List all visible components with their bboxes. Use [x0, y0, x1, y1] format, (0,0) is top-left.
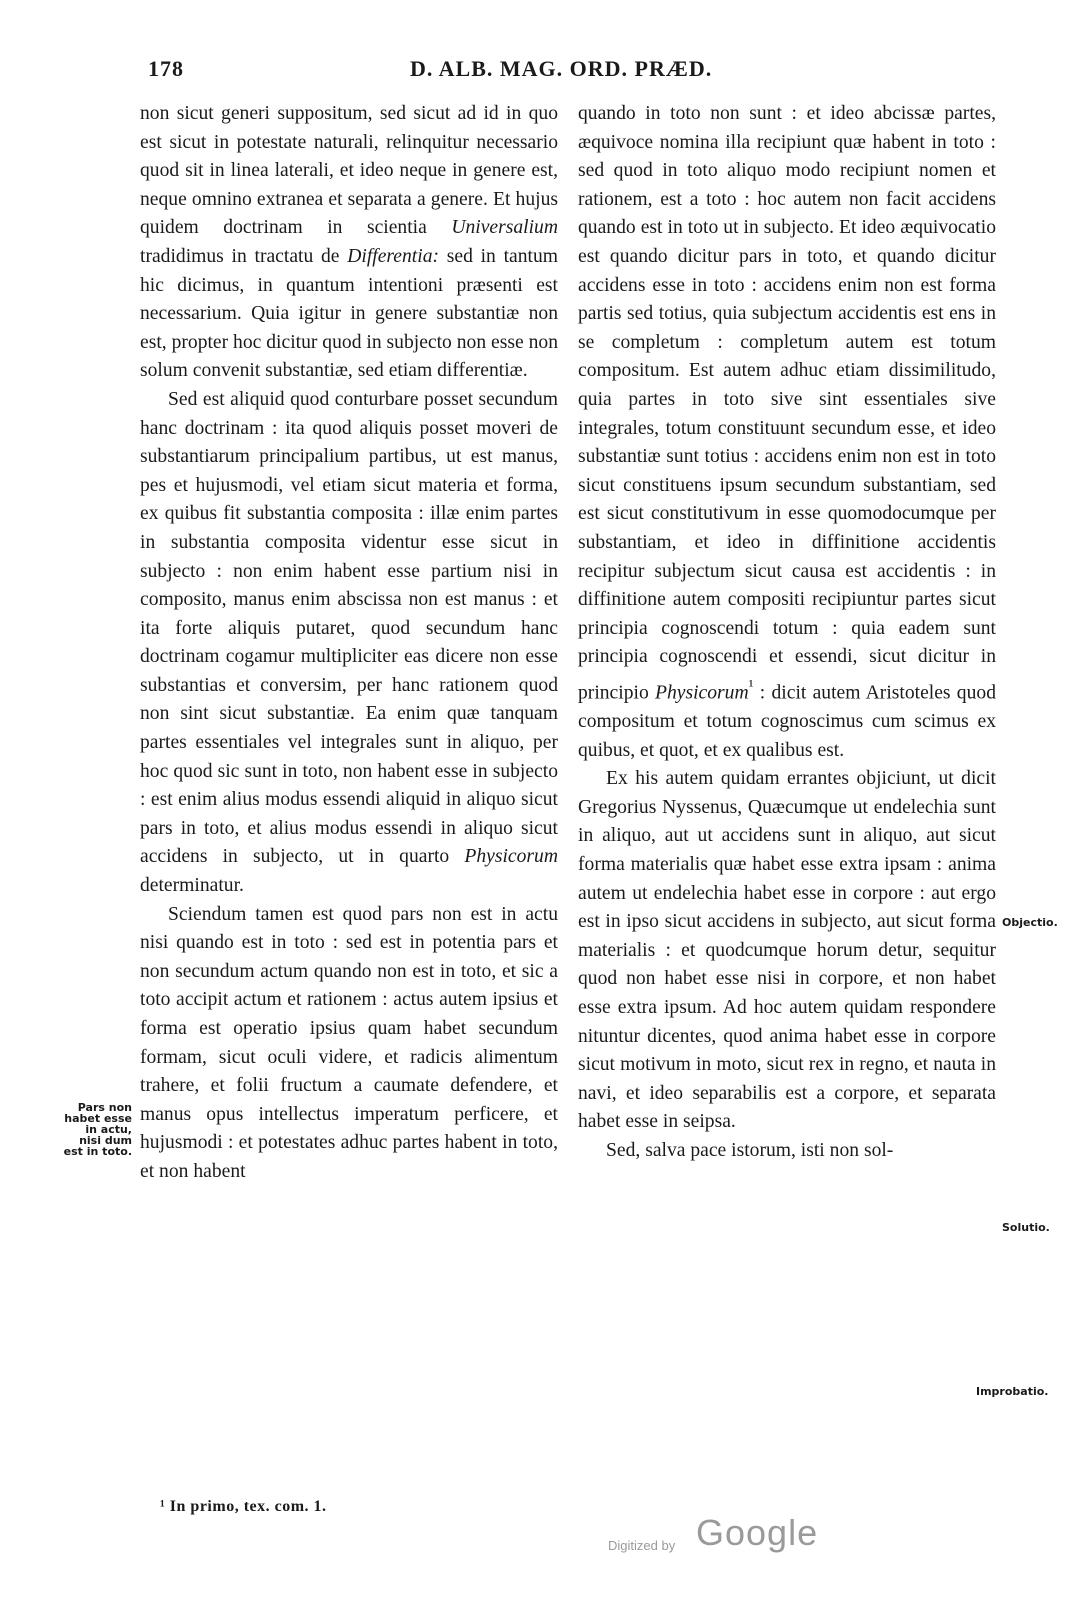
- left-column: [140, 100, 558, 1187]
- right-paragraph-3: Sed, salva pace istorum, isti non sol-: [606, 1139, 894, 1161]
- watermark-small-text: Digitized by: [608, 1538, 676, 1553]
- footnote-marker: ¹: [748, 675, 754, 695]
- page-header: [140, 56, 990, 90]
- right-paragraph-2: Ex his autem quidam errantes objiciunt, ut dicit Gregorius Nyssenus, Quæcumque ut endelechia sunt in aliquo, aut ut accidens sunt in aliquo, aut sicut forma materialis quæ habet esse extra ipsam : anima autem ut endelechia habet esse in corpore : aut ergo est in ipso sicut accidens in subjecto, aut sicut forma materialis : et quodcumque horum detur, sequitur quod non habet esse nisi in corpore, et non habet esse extra ipsum. Ad hoc autem quidam respondere nituntur dicentes, quod anima habet esse in corpore sicut motivum in moto, sicut rex in regno, et nauta in navi, et ideo separabilis est a corpore, et separata habet esse in seipsa.: [578, 768, 996, 1133]
- margin-note-objectio: Objectio.: [1002, 916, 1058, 929]
- margin-note-solutio: Solutio.: [1002, 1221, 1050, 1234]
- footnote: ¹ In primo, tex. com. 1.: [160, 1498, 327, 1515]
- italic-term: Universalium: [451, 217, 558, 239]
- margin-note-pars-non: Pars non habet esse in actu, nisi dum est in toto.: [63, 1101, 132, 1158]
- page-number: 178: [148, 56, 184, 81]
- left-paragraph-3: Sciendum tamen est quod pars non est in actu nisi quando est in toto : sed est in potentia pars et non secundum actum quando non est in toto, et sic a toto accipit actum et rationem : actus autem ipsius et forma est operatio ipsius quam habet secundum formam, sicut oculi videre, et radicis alimentum trahere, et folii fructum a caumate defendere, et manus opus intellectus imperatum perficere, et hujusmodi : et potestates adhuc partes habent in toto, et non habent: [140, 903, 558, 1182]
- left-paragraph-2: Sed est aliquid quod conturbare posset secundum hanc doctrinam : ita quod aliquis posset moveri de substantiarum principalium partibus, ut est manus, pes et hujusmodi, vel etiam sicut materia et forma, ex quibus fit substantia composita : illæ enim partes in substantia composita videntur esse sicut in subjecto : non enim habent esse partium nisi in composito, manus enim abscissa non est manus : et ita forte aliquis putaret, quod secundum hanc doctrinam cogamur multipliciter eas dicere non esse substantias et conversim, per hanc rationem quod non sint sicut substantiæ. Ea enim quæ tanquam partes essentiales vel integrales sunt in aliquo, per hoc quod sic sunt in toto, non habent esse in subjecto : est enim alius modus essendi aliquid in aliquo sicut pars in toto, et alius modus essendi in aliquo sicut accidens in subjecto, ut in quarto Physicorum determinatur.: [140, 388, 558, 897]
- left-paragraph-1: non sicut generi suppositum, sed sicut ad id in quo est sicut in potestate naturali, relinquitur necessario quod sit in linea laterali, et ideo neque in genere est, neque omnino extranea et separata a genere. Et hujus quidem doctrinam in scientia Universalium tradidimus in tractatu de Differentia: sed in tantum hic dicimus, in quantum intentioni præsenti est necessarium. Quia igitur in genere substantiæ non est, propter hoc dicitur quod in subjecto non esse non solum convenit substantiæ, sed etiam differentiæ.: [140, 103, 558, 382]
- margin-note-improbatio: Improbatio.: [976, 1385, 1049, 1398]
- italic-term: Physicorum: [464, 846, 558, 868]
- right-paragraph-1: quando in toto non sunt : et ideo abcissæ partes, æquivoce nomina illa recipiunt quæ habent in toto : sed quod in toto aliquo modo recipiunt nomen et rationem, est a toto : hoc autem non facit accidens quando est in toto ut in subjecto. Et ideo æquivocatio est quando dicitur pars in toto, et quando dicitur accidens esse in toto : accidens enim non est forma partis sed totius, quia subjectum accidentis est ens in se completum : completum autem est totum compositum. Est autem adhuc etiam dissimilitudo, quia partes in toto sive sint essentiales sive integrales, totum constituunt secundum esse, et ideo substantiæ sunt totius : accidens enim non est in toto sicut constituens ipsum secundum substantiam, sed est sicut constitutivum in esse quomodocumque per substantiam, et ideo in diffinitione accidentis recipitur subjectum sicut causa est accidentis : in diffinitione autem compositi recipiuntur partes sicut principia cognoscendi totum : quia eadem sunt principia cognoscendi et essendi, sicut dicitur in principio Physicorum$^{^1}$ : dicit autem Aristoteles quod compositum et totum cognoscimus cum scimus ex quibus, et quot, et ex qualibus est.: [578, 103, 996, 761]
- google-logo: Google: [696, 1512, 819, 1553]
- italic-term: Differentia:: [347, 245, 440, 267]
- italic-term: Physicorum: [655, 682, 749, 704]
- right-column: [578, 100, 996, 1166]
- running-head: D. ALB. MAG. ORD. PRÆD.: [410, 56, 713, 81]
